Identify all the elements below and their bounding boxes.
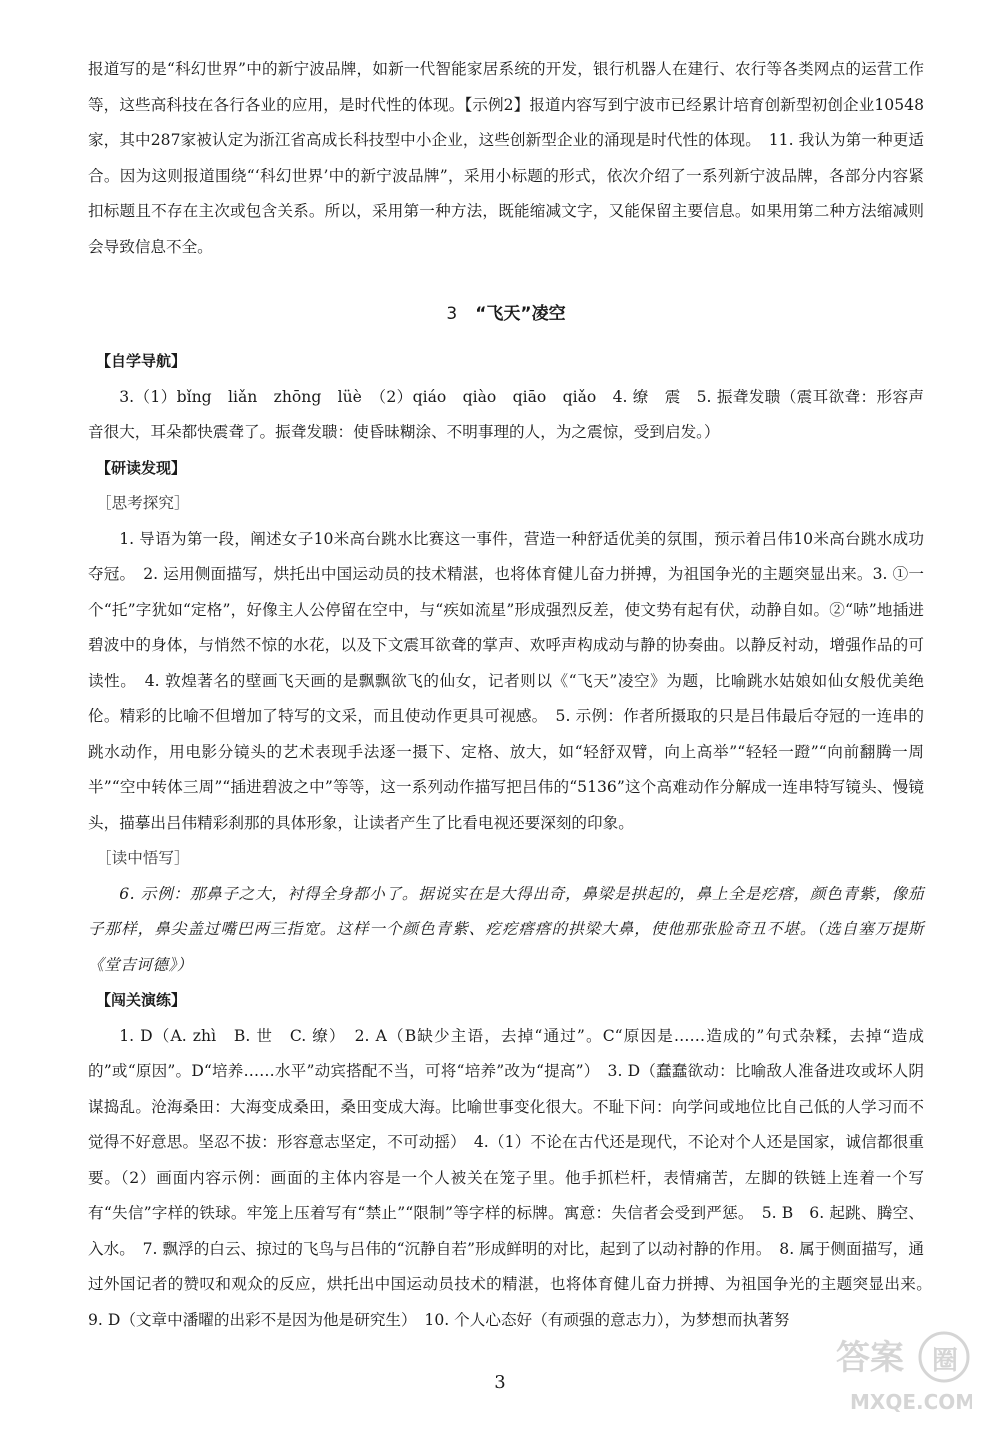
subheading-duzhong: ［读中悟写］	[96, 849, 190, 867]
heading-chuangguan: 【闯关演练】	[96, 991, 187, 1009]
page-number: 3	[494, 1372, 506, 1393]
zixue-paragraph: 3.（1）bǐng liǎn zhōng lüè （2）qiáo qiào qiāo qiǎo 4. 缭 震 5. 振聋发聩（震耳欲聋：形容声音很大，耳朵都快震聋了。振聋发聩：使昏昧糊涂、不明事理的人，为之震惊，受到启发。）	[88, 387, 924, 441]
intro-paragraph: 报道写的是“科幻世界”中的新宁波品牌，如新一代智能家居系统的开发，银行机器人在建行、农行等各类网点的运营工作等，这些高科技在各行各业的应用，是时代性的体现。【示例2】报道内容写到宁波市已经累计培育创新型初创企业10548家，其中287家被认定为浙江省高成长科技型中小企业，这些创新型企业的涌现是时代性的体现。 11. 我认为第一种更适合。因为这则报道围绕“‘科幻世界’中的新宁波品牌”，采用小标题的形式，依次介绍了一系列新宁波品牌，各部分内容紧扣标题且不存在主次或包含关系。所以，采用第一种方法，既能缩减文字，又能保留主要信息。如果用第二种方法缩减则会导致信息不全。	[88, 60, 924, 256]
sikao-paragraph: 1. 导语为第一段，阐述女子10米高台跳水比赛这一事件，营造一种舒适优美的氛围，预示着吕伟10米高台跳水成功夺冠。 2. 运用侧面描写，烘托出中国运动员的技术精湛，也将体育健儿奋力拼搏，为祖国争光的主题突显出来。3. ①一个“托”字犹如“定格”，好像主人公停留在空中，与“疾如流星”形成强烈反差，使文势有起有伏，动静自如。②“哧”地插进碧波中的身体，与悄然不惊的水花，以及下文震耳欲聋的掌声、欢呼声构成动与静的协奏曲。以静反衬动，增强作品的可读性。 4. 敦煌著名的壁画飞天画的是飘飘欲飞的仙女，记者则以《“飞天”凌空》为题，比喻跳水姑娘如仙女般优美绝伦。精彩的比喻不但增加了特写的文采，而且使动作更具可视感。 5. 示例：作者所摄取的只是吕伟最后夺冠的一连串的跳水动作，用电影分镜头的艺术表现手法逐一摄下、定格、放大，如“轻舒双臂，向上高举”“轻轻一蹬”“向前翻腾一周半”“空中转体三周”“插进碧波之中”等等，这一系列动作描写把吕伟的“5136”这个高难动作分解成一连串特写镜头、慢镜头，描摹出吕伟精彩刹那的具体形象，让读者产生了比看电视还要深刻的印象。	[88, 529, 924, 832]
subheading-sikao: ［思考探究］	[96, 494, 190, 512]
document-page	[88, 52, 940, 1338]
watermark-logo	[832, 1327, 972, 1419]
heading-yandu: 【研读发现】	[96, 458, 187, 477]
section-title-text: “飞天”凌空	[475, 304, 566, 324]
svg-text:MXQE.COM: MXQE.COM	[850, 1390, 972, 1414]
watermark-icon	[832, 1327, 972, 1419]
heading-zixue: 【自学导航】	[96, 352, 187, 370]
section-number: 3	[446, 304, 458, 324]
chuangguan-paragraph: 1. D（A. zhì B. 世 C. 缭） 2. A（B缺少主语，去掉“通过”。C“原因是……造成的”句式杂糅，去掉“造成的”或“原因”。D“培养……水平”动宾搭配不当，可将“培养”改为“提高”） 3. D（蠢蠢欲动：比喻敌人准备进攻或坏人阴谋捣乱。沧海桑田：大海变成桑田，桑田变成大海。比喻世事变化很大。不耻下问：向学问或地位比自己低的人学习而不觉得不好意思。坚忍不拔：形容意志坚定，不可动摇） 4.（1）不论在古代还是现代，不论对个人还是国家，诚信都很重要。（2）画面内容示例：画面的主体内容是一个人被关在笼子里。他手抓栏杆，表情痛苦，左脚的铁链上连着一个写有“失信”字样的铁球。牢笼上压着写有“禁止”“限制”等字样的标牌。寓意：失信者会受到严惩。 5. B 6. 起跳、腾空、入水。 7. 飘浮的白云、掠过的飞鸟与吕伟的“沉静自若”形成鲜明的对比，起到了以动衬静的作用。 8. 属于侧面描写，通过外国记者的赞叹和观众的反应，烘托出中国运动员技术的精湛，也将体育健儿奋力拼搏、为祖国争光的主题突显出来。 9. D（文章中潘曜的出彩不是因为他是研究生） 10. 个人心态好（有顽强的意志力），为梦想而执著努	[88, 1026, 940, 1329]
duzhong-paragraph: 6. 示例：那鼻子之大，衬得全身都小了。据说实在是大得出奇，鼻梁是拱起的，鼻上全是疙瘩，颜色青紫，像茄子那样，鼻尖盖过嘴巴两三指宽。这样一个颜色青紫、疙疙瘩瘩的拱梁大鼻，使他那张脸奇丑不堪。（选自塞万提斯《堂吉诃德》）	[88, 884, 924, 974]
section-title	[88, 299, 924, 324]
svg-text:答案: 答案	[836, 1338, 904, 1378]
svg-text:圈: 圈	[932, 1346, 959, 1376]
